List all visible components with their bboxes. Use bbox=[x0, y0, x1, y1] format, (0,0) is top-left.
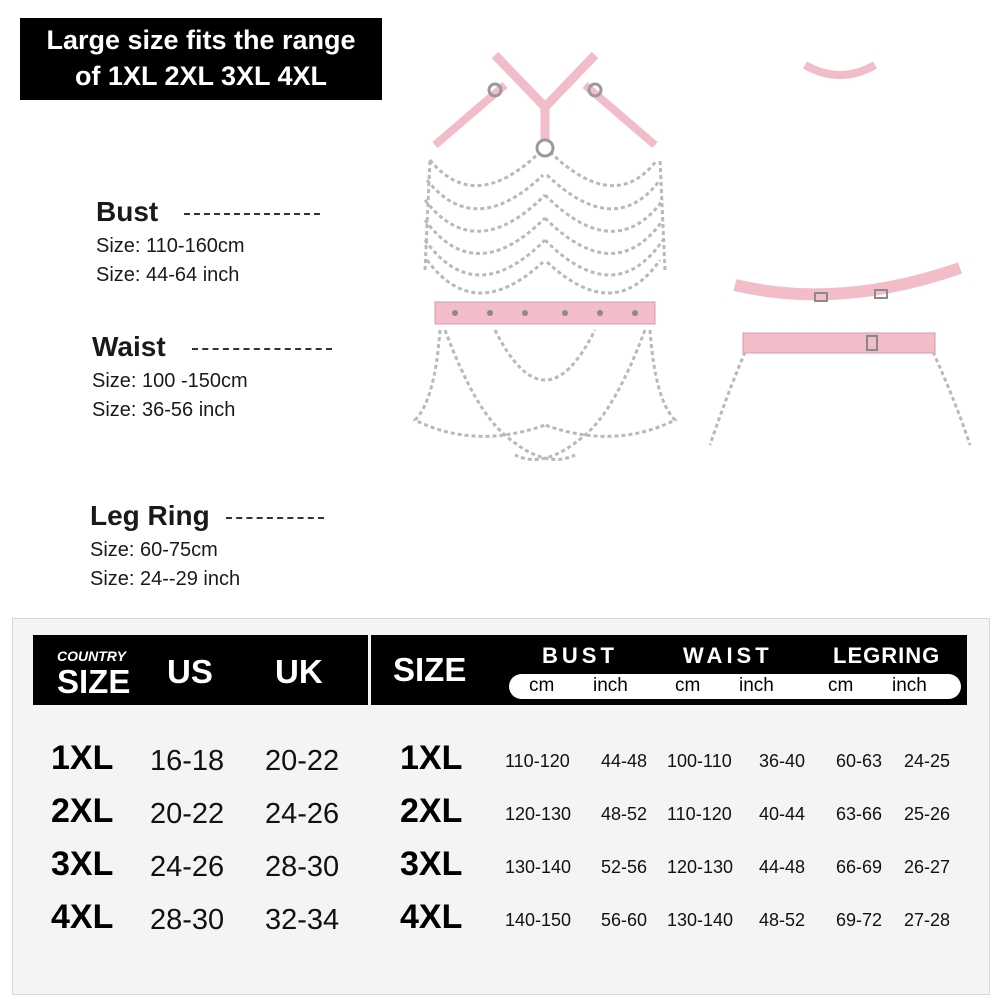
leg-ring-measurement bbox=[90, 500, 324, 594]
banner-line-2: of 1XL 2XL 3XL 4XL bbox=[74, 61, 328, 91]
country-label: COUNTRY bbox=[57, 648, 126, 664]
row-waist-cm: 130-140 bbox=[667, 910, 734, 930]
row-bust-inch: 44-48 bbox=[601, 751, 648, 771]
row-us: 16-18 bbox=[150, 745, 225, 777]
waist-header: WAIST bbox=[683, 643, 773, 668]
size-label: SIZE bbox=[57, 663, 131, 700]
row-uk: 28-30 bbox=[265, 851, 340, 883]
table-row bbox=[13, 845, 989, 895]
banner-line-1: Large size fits the range bbox=[46, 25, 356, 55]
row-leg-inch: 24-25 bbox=[904, 751, 951, 771]
row-leg-cm: 60-63 bbox=[836, 751, 883, 771]
unit-waist-cm: cm bbox=[675, 675, 701, 696]
leg-ring-size-inch: Size: 24--29 inch bbox=[90, 568, 241, 590]
row-size: 1XL bbox=[51, 739, 114, 777]
row-bust-cm: 120-130 bbox=[505, 804, 572, 824]
row-size-right: 3XL bbox=[400, 845, 463, 883]
row-uk: 20-22 bbox=[265, 745, 340, 777]
bust-header: BUST bbox=[542, 643, 618, 668]
row-leg-cm: 63-66 bbox=[836, 804, 883, 824]
row-waist-inch: 40-44 bbox=[759, 804, 806, 824]
row-waist-cm: 120-130 bbox=[667, 857, 734, 877]
row-leg-inch: 25-26 bbox=[904, 804, 951, 824]
unit-leg-inch: inch bbox=[892, 675, 927, 696]
row-size-right: 4XL bbox=[400, 898, 463, 936]
row-bust-cm: 130-140 bbox=[505, 857, 572, 877]
row-size: 2XL bbox=[51, 792, 114, 830]
row-size-right: 1XL bbox=[400, 739, 463, 777]
row-bust-inch: 52-56 bbox=[601, 857, 648, 877]
row-bust-cm: 110-120 bbox=[505, 751, 570, 771]
row-waist-cm: 110-120 bbox=[667, 804, 732, 824]
row-leg-cm: 69-72 bbox=[836, 910, 883, 930]
row-us: 24-26 bbox=[150, 851, 225, 883]
waist-title: Waist bbox=[92, 331, 166, 362]
row-size: 4XL bbox=[51, 898, 114, 936]
harness-back bbox=[710, 65, 970, 445]
table-row bbox=[13, 739, 989, 789]
row-leg-inch: 26-27 bbox=[904, 857, 951, 877]
row-bust-inch: 56-60 bbox=[601, 910, 648, 930]
size-chart-header-right bbox=[371, 635, 967, 705]
unit-bust-inch: inch bbox=[593, 675, 628, 696]
row-waist-inch: 48-52 bbox=[759, 910, 806, 930]
table-row bbox=[13, 898, 989, 948]
leg-ring-size-cm: Size: 60-75cm bbox=[90, 539, 218, 561]
waist-size-inch: Size: 36-56 inch bbox=[92, 399, 236, 421]
size-chart bbox=[12, 618, 990, 995]
row-uk: 32-34 bbox=[265, 904, 340, 936]
table-row bbox=[13, 792, 989, 842]
us-header: US bbox=[167, 653, 213, 690]
row-waist-inch: 36-40 bbox=[759, 751, 806, 771]
row-waist-inch: 44-48 bbox=[759, 857, 806, 877]
row-size-right: 2XL bbox=[400, 792, 463, 830]
size-chart-header-left bbox=[33, 635, 368, 705]
waist-size-cm: Size: 100 -150cm bbox=[92, 370, 248, 392]
row-us: 20-22 bbox=[150, 798, 225, 830]
row-uk: 24-26 bbox=[265, 798, 340, 830]
bust-measurement bbox=[96, 196, 320, 290]
size-label-right: SIZE bbox=[393, 651, 467, 688]
uk-header: UK bbox=[275, 653, 323, 690]
unit-bust-cm: cm bbox=[529, 675, 555, 696]
harness-front bbox=[415, 55, 675, 460]
bust-size-inch: Size: 44-64 inch bbox=[96, 264, 240, 286]
row-leg-cm: 66-69 bbox=[836, 857, 883, 877]
bust-size-cm: Size: 110-160cm bbox=[96, 235, 245, 257]
waist-measurement bbox=[92, 331, 332, 425]
row-waist-cm: 100-110 bbox=[667, 751, 732, 771]
bust-divider bbox=[184, 213, 320, 215]
waist-divider bbox=[192, 348, 332, 350]
product-image bbox=[395, 40, 995, 490]
row-us: 28-30 bbox=[150, 904, 225, 936]
leg-ring-title: Leg Ring bbox=[90, 500, 210, 531]
row-leg-inch: 27-28 bbox=[904, 910, 951, 930]
row-bust-inch: 48-52 bbox=[601, 804, 648, 824]
unit-waist-inch: inch bbox=[739, 675, 774, 696]
row-bust-cm: 140-150 bbox=[505, 910, 572, 930]
leg-ring-divider bbox=[226, 517, 324, 519]
legring-header: LEGRING bbox=[833, 643, 941, 668]
unit-leg-cm: cm bbox=[828, 675, 854, 696]
row-size: 3XL bbox=[51, 845, 114, 883]
size-range-banner bbox=[20, 18, 382, 100]
bust-title: Bust bbox=[96, 196, 159, 227]
